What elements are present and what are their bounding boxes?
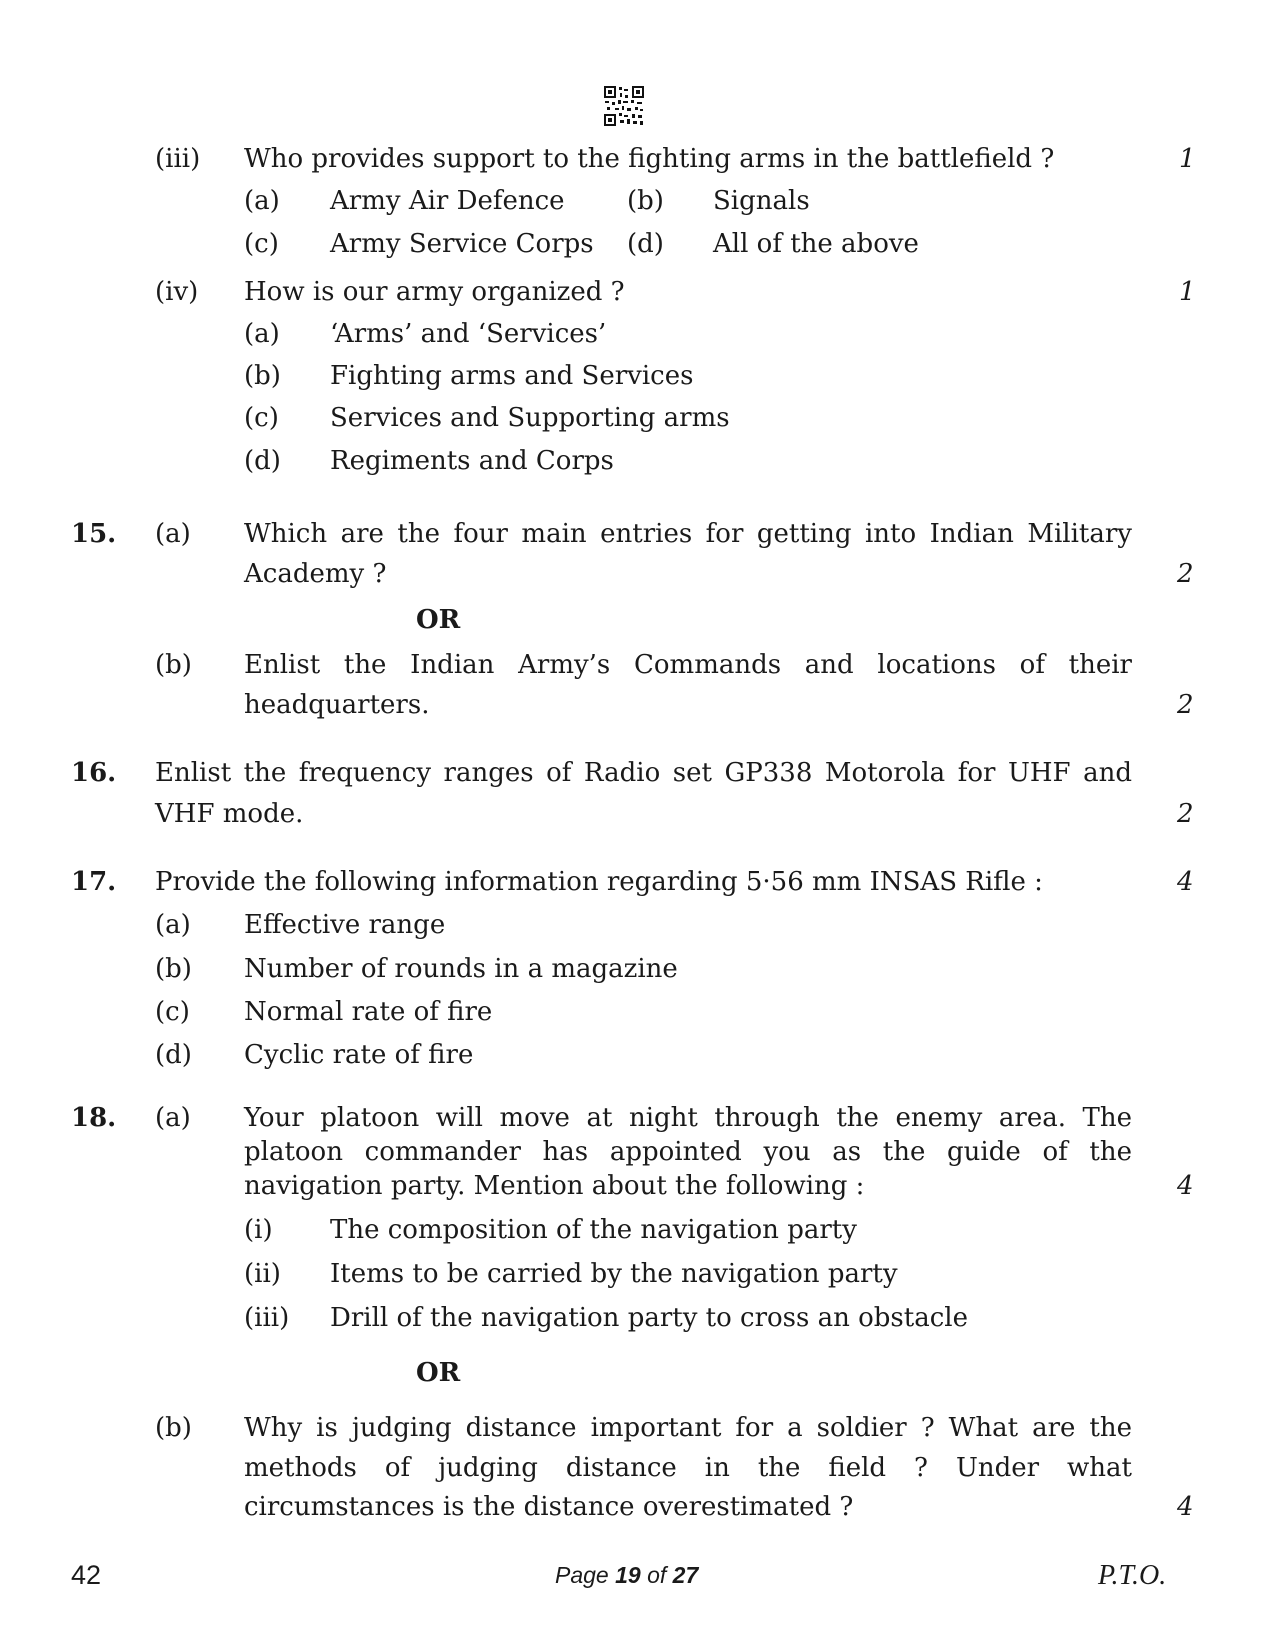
question-text-line: Which are the four main entries for getting into Indian Military xyxy=(244,519,1132,549)
item-text: Cyclic rate of fire xyxy=(244,1040,474,1070)
item-text: Items to be carried by the navigation party xyxy=(330,1259,898,1289)
question-text-line: circumstances is the distance overestimated ? xyxy=(244,1492,854,1522)
option-text: Services and Supporting arms xyxy=(330,403,730,433)
marks: 4 xyxy=(1177,1492,1194,1522)
option-text: Army Air Defence xyxy=(330,186,565,216)
question-text-line: methods of judging distance in the field ? Under what xyxy=(244,1453,1132,1483)
page-current: 19 xyxy=(615,1562,641,1588)
page-total: 27 xyxy=(672,1562,699,1588)
marks: 2 xyxy=(1177,559,1194,589)
item-text: The composition of the navigation party xyxy=(330,1215,857,1245)
item-text: Number of rounds in a magazine xyxy=(244,954,678,984)
question-text-line: VHF mode. xyxy=(155,799,304,829)
item-text: Normal rate of fire xyxy=(244,997,493,1027)
question-text-line: Academy ? xyxy=(244,559,387,589)
question-text-line: Enlist the frequency ranges of Radio set GP338 Motorola for UHF and xyxy=(155,758,1132,788)
question-text: Provide the following information regarding 5·56 mm INSAS Rifle : xyxy=(155,867,1043,897)
marks: 4 xyxy=(1177,1171,1194,1201)
page-of: of xyxy=(647,1562,667,1588)
option-label: (a) xyxy=(244,186,280,216)
marks: 1 xyxy=(1179,277,1196,307)
option-label: (d) xyxy=(244,446,281,476)
sub-question-label: (iv) xyxy=(155,277,199,307)
item-label: (b) xyxy=(155,954,192,984)
option-label: (a) xyxy=(244,319,280,349)
question-number: 15. xyxy=(71,519,117,549)
item-label: (iii) xyxy=(244,1303,290,1333)
item-text: Effective range xyxy=(244,910,446,940)
item-text: Drill of the navigation party to cross an obstacle xyxy=(330,1303,968,1333)
item-label: (ii) xyxy=(244,1259,281,1289)
part-label: (b) xyxy=(155,650,192,680)
sub-question-label: (iii) xyxy=(155,144,201,174)
option-text: Army Service Corps xyxy=(330,229,594,259)
question-number: 16. xyxy=(71,758,117,788)
sub-question-text: How is our army organized ? xyxy=(244,277,625,307)
part-label: (b) xyxy=(155,1413,192,1443)
pto-label: P.T.O. xyxy=(1098,1560,1167,1591)
part-label: (a) xyxy=(155,1103,191,1133)
question-text-line: Enlist the Indian Army’s Commands and locations of their xyxy=(244,650,1132,680)
marks: 2 xyxy=(1177,690,1194,720)
question-text-line: navigation party. Mention about the following : xyxy=(244,1171,865,1201)
paper-code: 42 xyxy=(71,1560,102,1590)
marks: 4 xyxy=(1177,867,1194,897)
page-prefix: Page xyxy=(555,1562,609,1588)
option-label: (b) xyxy=(627,186,664,216)
option-text: Signals xyxy=(713,186,810,216)
sub-question-text: Who provides support to the fighting arms in the battlefield ? xyxy=(244,144,1055,174)
question-text-line: platoon commander has appointed you as the guide of the xyxy=(244,1137,1132,1167)
option-label: (d) xyxy=(627,229,664,259)
marks: 1 xyxy=(1179,144,1196,174)
item-label: (d) xyxy=(155,1040,192,1070)
option-label: (c) xyxy=(244,229,279,259)
question-number: 18. xyxy=(71,1103,117,1133)
marks: 2 xyxy=(1177,799,1194,829)
item-label: (i) xyxy=(244,1215,273,1245)
page-number xyxy=(555,1564,698,1587)
qr-code-icon xyxy=(604,86,644,126)
part-label: (a) xyxy=(155,519,191,549)
option-text: Regiments and Corps xyxy=(330,446,614,476)
option-text: All of the above xyxy=(713,229,919,259)
option-label: (c) xyxy=(244,403,279,433)
question-number: 17. xyxy=(71,867,117,897)
or-separator: OR xyxy=(416,1358,461,1388)
or-separator: OR xyxy=(416,605,461,635)
item-label: (c) xyxy=(155,997,190,1027)
question-text-line: Why is judging distance important for a soldier ? What are the xyxy=(244,1413,1132,1443)
item-label: (a) xyxy=(155,910,191,940)
option-text: ‘Arms’ and ‘Services’ xyxy=(330,319,607,349)
option-text: Fighting arms and Services xyxy=(330,361,694,391)
question-text-line: Your platoon will move at night through the enemy area. The xyxy=(244,1103,1132,1133)
question-text-line: headquarters. xyxy=(244,690,430,720)
option-label: (b) xyxy=(244,361,281,391)
